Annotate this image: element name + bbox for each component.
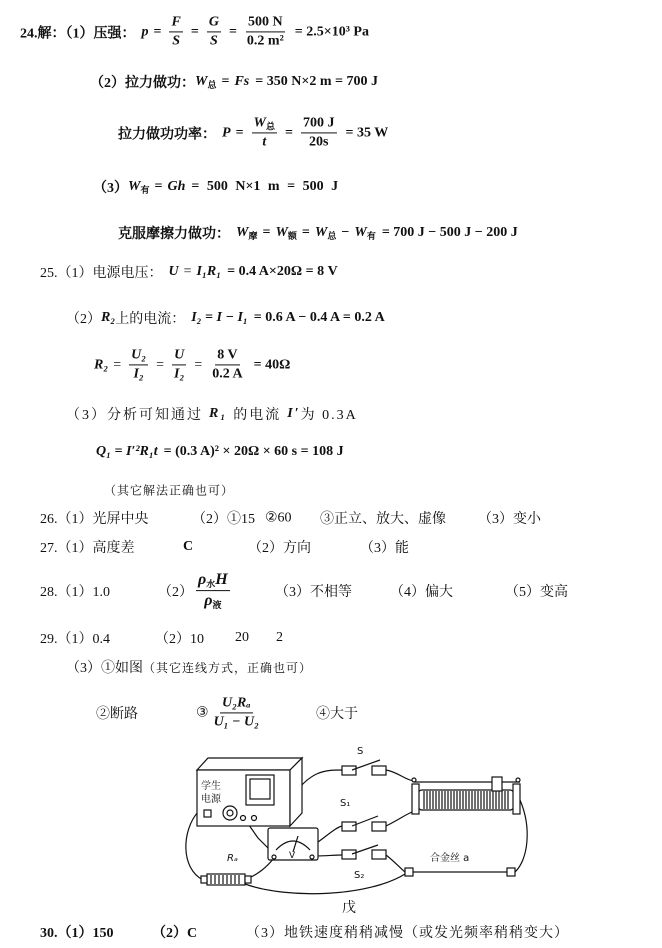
work-letter: W [253,115,266,131]
extra-work-symbol [275,225,296,241]
resistor-ra [201,853,251,885]
equals-sign: = [183,264,192,279]
q26-answer-2: （2）①15 [192,512,255,527]
fraction-density-ratio [196,571,230,611]
fraction-resistance-formula [212,695,261,730]
fraction-denominator: 0.2 A [212,366,243,382]
q29-part3-note: （其它连线方式，正确也可） [143,660,313,675]
voltmeter [268,828,318,861]
q29-sub-answer-4: ④大于 [316,707,358,722]
heat-result: = (0.3 A)² × 20Ω × 60 s = 108 J [163,444,344,459]
depth-symbol: H [215,571,228,589]
q24-friction-work [118,223,518,243]
q30-answer-2: （2）C [152,926,198,941]
resistance-result: = 40Ω [253,357,291,372]
q25-part3 [66,404,358,424]
equals-sign: = [156,357,165,372]
equals-sign: = [154,179,163,194]
work-subscript: 总 [207,80,217,90]
fraction-denominator: I₂ [133,366,144,382]
q26-answer-3: ②60 [265,510,292,526]
current-expression: I₂ = I − I₁ [191,310,248,325]
switch-s1 [340,798,386,831]
fraction-work-over-time [252,115,277,150]
work-symbol [195,74,216,90]
useful-work-symbol [354,225,375,241]
q30-answer-3: （3）地铁速度稍稍减慢（或发光频率稍稍变大） [246,926,569,941]
q25-part1 [40,262,338,282]
q25-part2-label: 上的电流： [115,312,186,327]
fraction-denominator: S [209,33,218,49]
q28-answer-4: （4）偏大 [390,585,453,600]
work-letter: W [195,74,208,89]
q25-part3-tail: 为 0.3A [300,408,358,423]
equals-sign: = [153,24,162,39]
q24-power [118,115,388,150]
work-subscript: 额 [287,231,297,241]
weight-height-product: Gh [167,179,186,194]
fraction-denominator: t [262,134,267,150]
q24-part3 [93,177,338,197]
work-letter: W [354,225,367,240]
fraction-numerator: U₂Rₐ [220,695,253,713]
resistor-ra-label: Rₐ [227,853,238,864]
equals-sign: = [190,24,199,39]
equals-sign: = [235,125,244,140]
friction-work-symbol [236,225,257,241]
work-result: = 350 N×2 m = 700 J [255,74,378,89]
q25-part1-head: 25.（1）电源电压： [40,266,163,281]
total-work-symbol [315,225,336,241]
q24-power-head: 拉力做功功率： [118,127,216,142]
fraction-denominator: I₂ [174,366,185,382]
q29-answer-2c: 2 [276,630,283,645]
density-symbol: ρ [204,592,213,610]
circuit-diagram [170,735,540,900]
q29-sub-answer-2: ②断路 [96,707,138,722]
q29-part3 [66,657,312,677]
q30-answer-1: 30.（1）150 [40,926,114,941]
wire [318,826,342,842]
fraction-numerator: F [169,14,182,32]
pressure-symbol: p [141,24,149,39]
wire [386,855,405,872]
useful-work-result: = 500 N×1 m = 500 J [191,179,339,194]
fraction-values [301,115,337,150]
work-subscript: 摩 [248,231,258,241]
work-letter: W [128,179,141,194]
figure-caption: 戊 [342,901,356,916]
q29-sub-answer-3-tag: ③ [196,705,209,721]
current-result: = 0.6 A − 0.4 A = 0.2 A [253,310,385,325]
q24-part2-head: （2）拉力做功： [90,76,195,91]
q26-answer-1: 26.（1）光屏中央 [40,512,149,527]
switch-s-label: S [357,746,364,757]
power-supply-label-1: 学生 [201,781,221,792]
resistor-r2-label: R₂ [101,310,116,325]
minus-sign: − [341,225,350,240]
power-supply [197,758,302,826]
q29-sub-answer-3 [196,695,264,730]
voltmeter-label: V [289,851,296,861]
liquid-subscript: 液 [212,600,222,611]
wire [245,874,405,894]
q26-answer-5: （3）变小 [478,512,541,527]
power-result: = 35 W [345,125,389,140]
q28-answer-1: 28.（1）1.0 [40,585,110,600]
q28-answer-5: （5）变高 [505,585,568,600]
q24-friction-head: 克服摩擦力做功： [118,227,230,242]
equals-sign: = [301,225,310,240]
switch-s [342,746,386,775]
fraction-u-over-i2 [172,347,186,382]
q25-heat [96,444,344,460]
fraction-numerator: G [207,14,221,32]
fraction-numerator [252,115,277,133]
q29-answer-2: （2）10 [155,632,204,647]
work-subscript: 总 [327,231,337,241]
q25-resistance [94,347,290,382]
q25-part2-tag: （2） [66,312,101,327]
equals-sign: = [262,225,271,240]
equals-sign: = [221,74,230,89]
resistor-r1-label: R₁ [209,406,228,421]
wire [316,855,342,856]
switch-s2 [342,845,386,881]
q24-part2 [90,72,378,92]
pressure-result: = 2.5×10³ Pa [294,24,369,39]
fraction-values [245,14,286,49]
equals-sign: = [113,357,122,372]
q27-answer-c: C [183,539,194,554]
current-resistance-product: I₁R₁ [196,264,222,279]
fraction-values [210,347,244,382]
voltage-result: = 0.4 A×20Ω = 8 V [227,264,338,279]
q24-part3-head: （3） [93,181,128,196]
q24-part1-head: 24.解：（1）压强： [20,26,136,41]
force-distance-product: Fs [234,74,250,89]
power-symbol: P [222,125,231,140]
q27-answer-3: （3）能 [360,541,409,556]
work-subscript: 有 [366,231,376,241]
fraction-numerator: U [172,347,186,365]
q28-answer-3: （3）不相等 [275,585,352,600]
equals-sign: = [194,357,203,372]
fraction-denominator: U₁ − U₂ [213,714,260,730]
q29-answer-1: 29.（1）0.4 [40,632,110,647]
fraction-numerator: 8 V [215,347,239,365]
wire [386,812,412,826]
work-letter: W [275,225,288,240]
alloy-wire [405,851,515,876]
water-subscript: 水 [206,579,216,590]
q24-part1 [20,14,369,49]
wire [386,770,414,781]
q25-note: （其它解法正确也可） [104,483,235,498]
q28-answer-2-tag: （2） [158,585,193,600]
current-prime-symbol: I′ [287,406,301,421]
alloy-wire-label: 合金丝 a [430,853,470,864]
work-subscript: 总 [266,121,276,132]
fraction-denominator: 0.2 m² [246,33,284,49]
q29-answer-2b: 20 [235,630,249,645]
equals-sign: = [285,125,293,140]
equals-sign: = [228,24,237,39]
fraction-denominator [202,592,223,611]
useful-work-symbol [128,179,149,195]
density-symbol: ρ [198,571,207,589]
fraction-numerator: U₂ [129,347,148,365]
q29-part3-head: （3）①如图 [66,661,143,676]
q26-answer-4: ③正立、放大、虚像 [320,512,446,527]
rheostat [412,777,520,814]
work-letter: W [314,225,328,240]
work-letter: W [236,225,249,240]
q25-part3-head: （3）分析可知通过 [66,408,203,423]
q27-answer-2: （2）方向 [248,541,311,556]
q28-answer-2 [158,571,233,611]
power-supply-label-2: 电源 [201,794,221,805]
fraction-denominator: 20s [309,134,329,150]
fraction-numerator [196,571,230,591]
fraction-u2-over-i2 [129,347,148,382]
q25-part2 [66,308,385,328]
fraction-force-over-area [169,14,182,49]
fraction-weight-over-area [207,14,221,49]
switch-s1-label: S₁ [340,798,351,809]
voltage-symbol: U [168,264,179,279]
q27-answer-1: 27.（1）高度差 [40,541,135,556]
q25-part3-mid: 的电流 [233,408,282,423]
fraction-denominator: S [172,33,181,49]
fraction-numerator: 500 N [246,14,285,32]
resistance-symbol: R₂ [94,357,109,372]
friction-work-result: = 700 J − 500 J − 200 J [381,225,518,240]
switch-s2-label: S₂ [354,870,365,881]
fraction-numerator: 700 J [301,115,337,133]
heat-expression: Q₁ = I′²R₁t [96,444,158,459]
work-subscript: 有 [140,185,150,195]
